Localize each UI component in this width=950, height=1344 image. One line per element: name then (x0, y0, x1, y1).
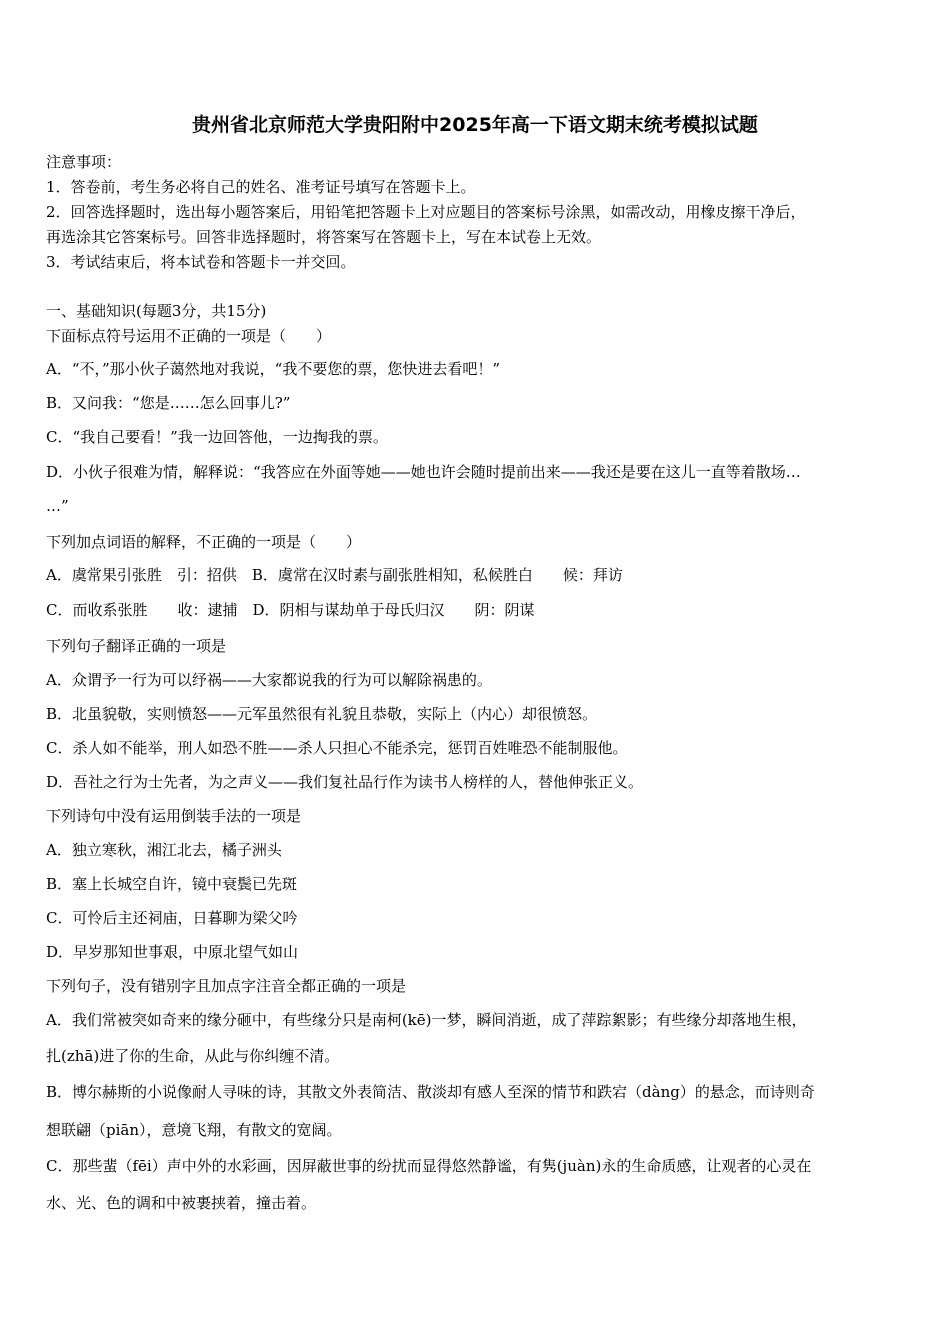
option-d: D．吾社之行为士先者，为之声义——我们复社品行作为读书人榜样的人，替他伸张正义。 (46, 773, 644, 791)
question-stem: 下面标点符号运用不正确的一项是（ ） (46, 327, 332, 345)
question-stem: 下列句子，没有错别字且加点字注音全都正确的一项是 (46, 977, 407, 995)
option-d: D．早岁那知世事艰，中原北望气如山 (46, 943, 299, 961)
notice-item: 2．回答选择题时，选出每小题答案后，用铅笔把答题卡上对应题目的答案标号涂黑，如需改动，用橡皮擦干净后， (46, 203, 806, 221)
option-c: C．那些蜚（fēi）声中外的水彩画，因屏蔽世事的纷扰而显得悠然静谧，有隽(juàn)永的生命质感，让观者的心灵在 (46, 1157, 812, 1175)
option-a: A．众谓予一行为可以纾祸——大家都说我的行为可以解除祸患的。 (46, 671, 492, 689)
option-a: A．我们常被突如奇来的缘分砸中，有些缘分只是南柯(kē)一梦，瞬间消逝，成了萍踪絮影；有些缘分却落地生根， (46, 1011, 807, 1029)
notice-item: 3．考试结束后，将本试卷和答题卡一并交回。 (46, 253, 356, 271)
option-c: C．可怜后主还祠庙，日暮聊为梁父吟 (46, 909, 298, 927)
option-d: D．小伙子很难为情，解释说：“我答应在外面等她——她也许会随时提前出来——我还是要在这儿一直等着散场… (46, 463, 801, 481)
option-b-continued: 想联翩（piān），意境飞翔，有散文的宽阔。 (46, 1121, 342, 1139)
option-b: B．北虽貌敬，实则愤怒——元军虽然很有礼貌且恭敬，实际上（内心）却很愤怒。 (46, 705, 598, 723)
notice-item: 1．答卷前，考生务必将自己的姓名、准考证号填写在答题卡上。 (46, 178, 476, 196)
option-a: A．“不，”那小伙子蔼然地对我说，“我不要您的票，您快进去看吧！” (46, 360, 501, 378)
option-d-continued: …” (46, 497, 69, 515)
page-title: 贵州省北京师范大学贵阳附中2025年高一下语文期末统考模拟试题 (192, 114, 758, 136)
notice-heading: 注意事项： (46, 153, 122, 171)
option-b: B．博尔赫斯的小说像耐人寻味的诗，其散文外表简洁、散淡却有感人至深的情节和跌宕（dàng）的悬念，而诗则奇 (46, 1083, 815, 1101)
option-c: C．杀人如不能举，刑人如恐不胜——杀人只担心不能杀完，惩罚百姓唯恐不能制服他。 (46, 739, 628, 757)
option-c-d: C．而收系张胜 收：逮捕 D．阴相与谋劫单于母氏归汉 阴：阴谋 (46, 601, 535, 619)
option-a-continued: 扎(zhā)进了你的生命，从此与你纠缠不清。 (46, 1047, 340, 1065)
option-c: C．“我自己要看！”我一边回答他，一边掏我的票。 (46, 428, 388, 446)
notice-item: 再选涂其它答案标号。回答非选择题时，将答案写在答题卡上，写在本试卷上无效。 (46, 228, 602, 246)
question-stem: 下列句子翻译正确的一项是 (46, 637, 227, 655)
question-stem: 下列加点词语的解释，不正确的一项是（ ） (46, 533, 362, 551)
section-heading: 一、基础知识(每题3分，共15分) (46, 302, 267, 320)
question-stem: 下列诗句中没有运用倒装手法的一项是 (46, 807, 302, 825)
option-b: B．又问我：“您是……怎么回事儿?” (46, 394, 291, 412)
option-b: B．塞上长城空自许，镜中衰鬓已先斑 (46, 875, 298, 893)
option-a-b: A．虞常果引张胜 引：招供 B．虞常在汉时素与副张胜相知，私候胜白 候：拜访 (46, 566, 623, 584)
option-c-continued: 水、光、色的调和中被裹挟着，撞击着。 (46, 1194, 317, 1212)
option-a: A．独立寒秋，湘江北去，橘子洲头 (46, 841, 282, 859)
